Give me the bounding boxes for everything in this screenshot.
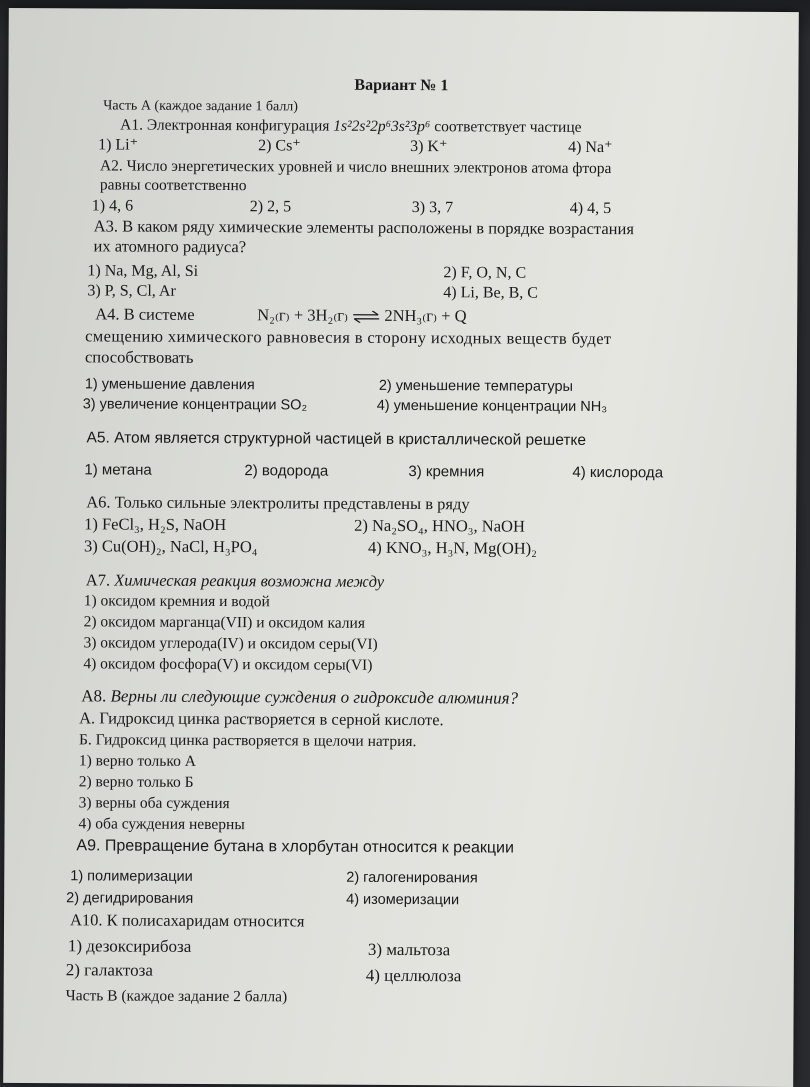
a10-option-1: 1) дезоксирибоза — [67, 936, 192, 956]
a6-option-3: 3) Cu(OH)₂, NaCl, H₃PO₄ — [83, 536, 258, 557]
equation-products: 2NH₃₍г₎ + Q — [384, 305, 467, 326]
question-a7-text: Химическая реакция возможна между — [114, 570, 385, 591]
question-a8 — [81, 686, 518, 708]
question-a1-config: 1s²2s²2p⁶3s²3p⁶ — [333, 117, 431, 136]
a5-option-1: 1) метана — [84, 461, 152, 479]
a10-option-3: 3) мальтоза — [367, 939, 451, 960]
question-a3-line2: их атомного радиуса? — [93, 236, 247, 257]
question-a8-label: А8. — [81, 686, 111, 706]
question-a7-label: А7. — [85, 570, 115, 590]
question-a2-line2: равны соответственно — [99, 176, 247, 195]
a8-option-3: 3) верны оба суждения — [78, 794, 230, 813]
statement-b: Б. Гидроксид цинка растворяется в щелочи натрия. — [78, 731, 417, 751]
a1-option-2: 2) Cs⁺ — [258, 137, 301, 155]
test-sheet — [3, 8, 799, 1087]
a6-option-4: 4) KNO₃, H₃N, Mg(OH)₂ — [367, 537, 538, 558]
a7-option-3: 3) оксидом углерода(IV) и оксидом серы(VI) — [83, 634, 378, 653]
a9-option-1: 1) полимеризации — [70, 868, 193, 885]
a2-option-4: 4) 4, 5 — [569, 199, 612, 218]
question-a8-text: Верны ли следующие суждения о гидроксиде алюминия? — [110, 686, 519, 708]
a6-option-2: 2) Na₂SO₄, HNO₃, NaOH — [354, 515, 525, 536]
question-a10: А10. К полисахаридам относится — [69, 910, 305, 931]
a4-option-2: 2) уменьшение температуры — [378, 377, 574, 395]
question-a4-line3: способствовать — [84, 347, 194, 367]
a10-option-4: 4) целлюлоза — [365, 965, 462, 986]
a7-option-2: 2) оксидом марганца(VII) и оксидом калия — [83, 613, 366, 632]
a6-option-1: 1) FeCl₃, H₂S, NaOH — [84, 514, 227, 535]
a8-option-2: 2) верно только Б — [78, 773, 194, 791]
a1-option-3: 3) K⁺ — [410, 138, 448, 156]
a3-option-2: 2) F, O, N, C — [443, 264, 527, 282]
variant-title: Вариант № 1 — [354, 76, 449, 95]
question-a1-tail: соответствует частице — [430, 118, 582, 136]
a9-option-3: 2) дегидрирования — [66, 890, 194, 907]
question-a5: А5. Атом является структурной частицей в кристаллической решетке — [86, 429, 587, 449]
a4-option-1: 1) уменьшение давления — [84, 376, 255, 394]
a5-option-4: 4) кислорода — [572, 463, 664, 482]
a1-option-4: 4) Na⁺ — [568, 138, 613, 157]
equation — [257, 305, 466, 326]
a5-option-3: 3) кремния — [408, 463, 485, 481]
part-b-heading: Часть В (каждое задание 2 балла) — [65, 987, 288, 1006]
part-a-heading: Часть А (каждое задание 1 балл) — [103, 98, 299, 115]
a3-option-1: 1) Na, Mg, Al, Si — [87, 262, 199, 280]
a9-option-4: 4) изомеризации — [346, 891, 460, 909]
a4-option-3: 3) увеличение концентрации SO₂ — [82, 396, 308, 414]
question-a3-line1: А3. В каком ряду химические элементы расположены в порядке возрастания — [93, 216, 635, 239]
a2-option-3: 3) 3, 7 — [411, 199, 454, 217]
equilibrium-arrow-icon — [352, 311, 380, 323]
question-a4-lead: А4. В системе — [95, 304, 195, 324]
a7-option-4: 4) оксидом фосфора(V) и оксидом серы(VI) — [83, 655, 373, 674]
question-a9: А9. Превращение бутана в хлорбутан относится к реакции — [76, 837, 514, 857]
question-a6: А6. Только сильные электролиты представлены в ряду — [86, 492, 470, 514]
a3-option-4: 4) Li, Be, B, C — [443, 284, 539, 302]
a8-option-1: 1) верно только А — [78, 752, 196, 770]
a2-option-1: 1) 4, 6 — [91, 197, 134, 215]
question-a2-line1: А2. Число энергетических уровней и число внешних электронов атома фтора — [99, 157, 612, 178]
a8-option-4: 4) оба суждения неверны — [78, 815, 245, 834]
a5-option-2: 2) водорода — [244, 462, 329, 480]
question-a1 — [120, 116, 581, 138]
a4-option-4: 4) уменьшение концентрации NH₃ — [376, 397, 608, 416]
equation-reactants: N₂₍г₎ + 3H₂₍г₎ — [257, 305, 349, 325]
a7-option-1: 1) оксидом кремния и водой — [83, 592, 270, 611]
a1-option-1: 1) Li⁺ — [98, 136, 139, 154]
a9-option-2: 2) галогенирования — [346, 869, 478, 887]
a2-option-2: 2) 2, 5 — [249, 198, 292, 216]
question-a1-lead: А1. Электронная конфигурация — [120, 116, 334, 135]
question-a7 — [86, 570, 384, 592]
statement-a: А. Гидроксид цинка растворяется в серной кислоте. — [79, 708, 444, 730]
question-a4-line2: смещению химического равновесия в сторону исходных веществ будет — [85, 326, 612, 349]
a3-option-3: 3) P, S, Cl, Ar — [87, 282, 176, 300]
a10-option-2: 2) галактоза — [65, 960, 153, 980]
